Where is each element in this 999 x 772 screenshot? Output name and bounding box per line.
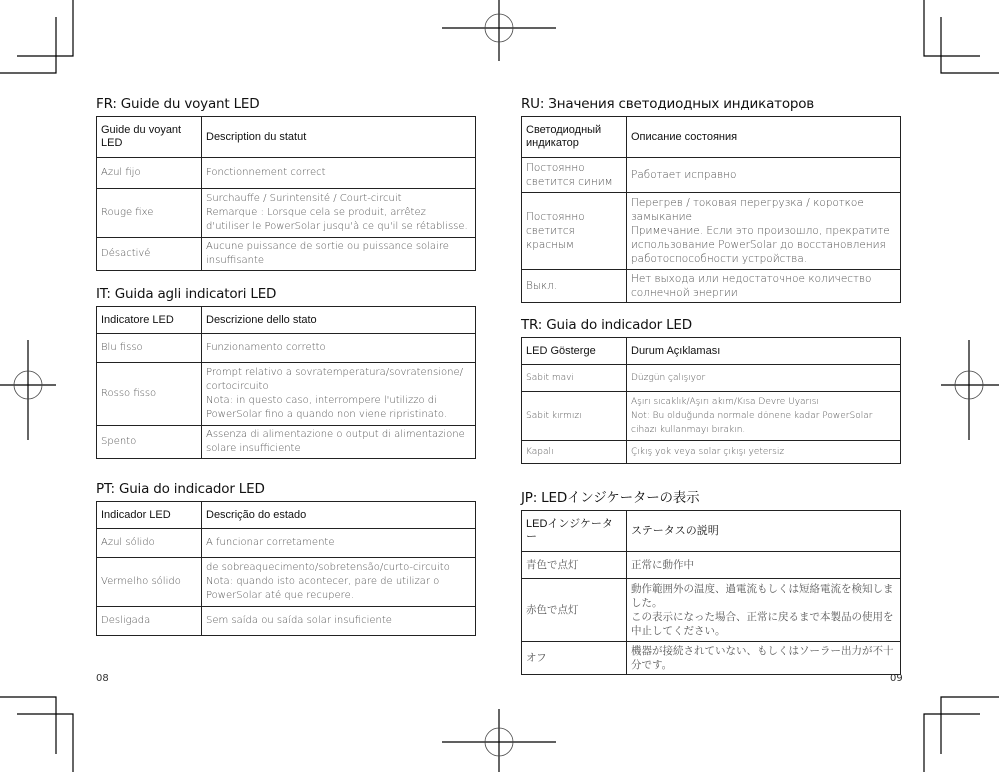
header-description: Durum Açıklaması [627, 338, 901, 365]
page-number-left: 08 [96, 673, 109, 684]
crop-mark-top-left [0, 0, 73, 73]
cell-description [202, 363, 476, 426]
cell-description [627, 158, 901, 193]
description-line: de sobreaquecimento/sobretensão/curto-circuito [206, 562, 450, 573]
description-line: Düzgün çalışıyor [631, 373, 706, 383]
description-line: Prompt relativo a sovratemperatura/sovratensione/ cortocircuito [206, 367, 463, 392]
cell-description [202, 558, 476, 607]
cell-led: Rosso fisso [97, 363, 202, 426]
table-row [522, 579, 901, 642]
cell-description [202, 529, 476, 558]
cell-led: Rouge fixe [97, 189, 202, 238]
cell-description [202, 607, 476, 636]
table-row [97, 529, 476, 558]
header-led: Guide du voyant LED [97, 117, 202, 158]
led-table [96, 306, 476, 459]
header-led: Indicatore LED [97, 307, 202, 334]
registration-mark-right [941, 340, 999, 440]
cell-description [202, 426, 476, 459]
table-header-row [97, 307, 476, 334]
cell-description [627, 552, 901, 579]
section-title: RU: Значения светодиодных индикаторов [521, 96, 815, 112]
description-line: Fonctionnement correct [206, 167, 326, 178]
cell-led: Blu fisso [97, 334, 202, 363]
cell-description [202, 334, 476, 363]
description-note: Not: Bu olduğunda normale dönene kadar PowerSolar cihazı kullanmayı bırakın. [631, 411, 873, 435]
table-row [522, 193, 901, 270]
cell-description [627, 193, 901, 270]
cell-led: Azul sólido [97, 529, 202, 558]
header-led: LED Gösterge [522, 338, 627, 365]
description-line: Нет выхода или недостаточное количество солнечной энергии [631, 273, 872, 299]
section-title: IT: Guida agli indicatori LED [96, 286, 277, 302]
section-tr [521, 317, 901, 464]
description-line: Surchauffe / Surintensité / Court-circuit [206, 193, 402, 204]
cell-description [202, 238, 476, 271]
registration-mark-bottom [442, 709, 556, 772]
section-jp [521, 486, 901, 675]
description-line: A funcionar corretamente [206, 537, 335, 548]
cell-description [627, 392, 901, 441]
cell-led: Désactivé [97, 238, 202, 271]
led-table [521, 337, 901, 464]
section-fr [96, 96, 476, 271]
header-led: Светодиодный индикатор [522, 117, 627, 158]
led-table [521, 510, 901, 675]
table-row [97, 334, 476, 363]
description-note: Примечание. Если это произошло, прекратите использование PowerSolar до восстановления работоспособности устройства. [631, 225, 890, 265]
table-row [522, 552, 901, 579]
description-line: Aucune puissance de sortie ou puissance solaire insuffisante [206, 241, 449, 266]
header-description: Descrição do estado [202, 502, 476, 529]
section-title: PT: Guia do indicador LED [96, 481, 265, 497]
cell-description [627, 642, 901, 675]
section-title: JP: LEDインジケーターの表示 [521, 490, 700, 506]
cell-led: Vermelho sólido [97, 558, 202, 607]
description-note: Nota: quando isto acontecer, pare de utilizar o PowerSolar até que recupere. [206, 576, 440, 601]
description-line: Работает исправно [631, 169, 737, 181]
cell-description [627, 365, 901, 392]
header-led: Indicador LED [97, 502, 202, 529]
page-number-right: 09 [890, 673, 903, 684]
header-description: Description du statut [202, 117, 476, 158]
cell-led: Azul fijo [97, 158, 202, 189]
section-title: FR: Guide du voyant LED [96, 96, 260, 112]
table-header-row [522, 511, 901, 552]
cell-led: 赤色で点灯 [522, 579, 627, 642]
description-line: Funzionamento corretto [206, 342, 326, 353]
led-table [96, 501, 476, 636]
header-description: Descrizione dello stato [202, 307, 476, 334]
cell-led: Выкл. [522, 270, 627, 303]
cell-led: オフ [522, 642, 627, 675]
registration-mark-left [0, 340, 56, 440]
table-header-row [522, 117, 901, 158]
table-row [522, 365, 901, 392]
section-it [96, 286, 476, 459]
cell-description [627, 441, 901, 464]
section-title: TR: Guia do indicador LED [521, 317, 692, 333]
cell-led: 青色で点灯 [522, 552, 627, 579]
table-row [97, 558, 476, 607]
cell-led: Spento [97, 426, 202, 459]
led-table [521, 116, 901, 303]
description-line: 動作範囲外の温度、過電流もしくは短絡電流を検知しました。 [631, 583, 894, 609]
table-row [97, 189, 476, 238]
table-row [97, 158, 476, 189]
cell-description [627, 270, 901, 303]
table-row [97, 426, 476, 459]
table-row [97, 363, 476, 426]
cell-led: Kapalı [522, 441, 627, 464]
description-line: 機器が接続されていない、もしくはソーラー出力が不十分です。 [631, 645, 894, 671]
table-row [522, 642, 901, 675]
table-row [522, 158, 901, 193]
cell-led: Sabit mavi [522, 365, 627, 392]
description-line: Aşırı sıcaklık/Aşırı akım/Kısa Devre Uyarısı [631, 397, 819, 407]
section-pt [96, 481, 476, 636]
description-line: 正常に動作中 [631, 559, 694, 571]
table-row [97, 238, 476, 271]
cell-led: Постоянно светится красным [522, 193, 627, 270]
table-header-row [97, 117, 476, 158]
table-header-row [522, 338, 901, 365]
header-led: LEDインジケーター [522, 511, 627, 552]
registration-mark-top [442, 0, 556, 61]
table-row [97, 607, 476, 636]
crop-mark-top-right [924, 0, 999, 73]
section-ru [521, 96, 901, 303]
description-line: Перегрев / токовая перегрузка / короткое замыкание [631, 197, 864, 223]
description-note: Remarque : Lorsque cela se produit, arrêtez d'utiliser le PowerSolar jusqu'à ce qu'il se rétablisse. [206, 207, 468, 232]
crop-mark-bottom-right [924, 697, 999, 772]
description-note: この表示になった場合、正常に戻るまで本製品の使用を中止してください。 [631, 611, 894, 637]
description-line: Çıkış yok veya solar çıkışı yetersiz [631, 447, 785, 457]
table-row [522, 392, 901, 441]
description-note: Nota: in questo caso, interrompere l'utilizzo di PowerSolar fino a quando non viene ripristinato. [206, 395, 447, 420]
cell-led: Постоянно светится синим [522, 158, 627, 193]
crop-mark-bottom-left [0, 697, 73, 772]
cell-description [202, 189, 476, 238]
cell-description [627, 579, 901, 642]
cell-led: Sabit kırmızı [522, 392, 627, 441]
cell-led: Desligada [97, 607, 202, 636]
led-table [96, 116, 476, 271]
table-row [522, 270, 901, 303]
header-description: ステータスの説明 [627, 511, 901, 552]
table-row [522, 441, 901, 464]
description-line: Sem saída ou saída solar insuficiente [206, 615, 392, 626]
cell-description [202, 158, 476, 189]
description-line: Assenza di alimentazione o output di alimentazione solare insufficiente [206, 429, 465, 454]
table-header-row [97, 502, 476, 529]
header-description: Описание состояния [627, 117, 901, 158]
